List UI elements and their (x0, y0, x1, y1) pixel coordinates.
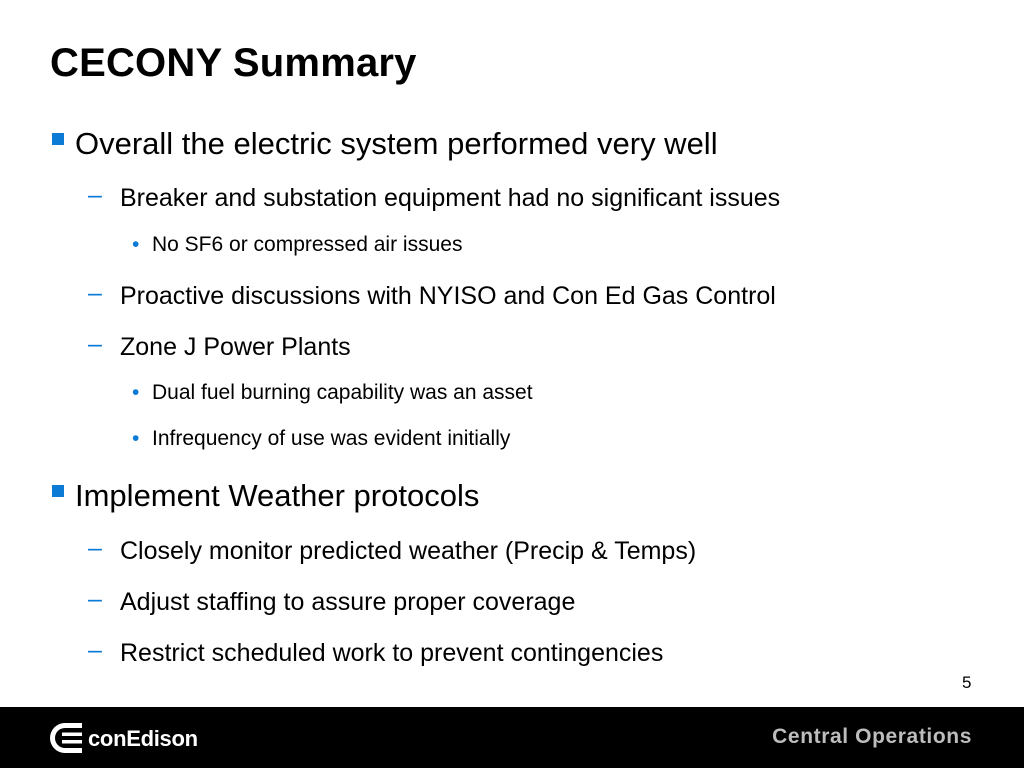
department-label: Central Operations (772, 725, 972, 748)
bullet-text: Zone J Power Plants (120, 333, 351, 361)
square-bullet-icon (52, 133, 64, 145)
bullet-text: Proactive discussions with NYISO and Con Ed Gas Control (120, 282, 776, 310)
bullet-text: Implement Weather protocols (75, 478, 480, 513)
bullet-text: Restrict scheduled work to prevent contingencies (120, 639, 664, 667)
dash-bullet-icon: – (88, 636, 102, 664)
bullet-text: Adjust staffing to assure proper coverage (120, 588, 576, 616)
dot-bullet-icon: • (132, 381, 140, 404)
dash-bullet-icon: – (88, 330, 102, 358)
con-edison-logo-icon (48, 721, 84, 755)
logo-wordmark: conEdison (88, 726, 198, 751)
slide-title: CECONY Summary (50, 41, 417, 85)
dash-bullet-icon: – (88, 279, 102, 307)
bullet-text: Dual fuel burning capability was an asset (152, 381, 533, 404)
dash-bullet-icon: – (88, 534, 102, 562)
page-number: 5 (962, 673, 972, 692)
dash-bullet-icon: – (88, 585, 102, 613)
dash-bullet-icon: – (88, 181, 102, 209)
bullet-text: Overall the electric system performed very well (75, 126, 718, 161)
footer-bar (0, 707, 1024, 768)
square-bullet-icon (52, 485, 64, 497)
bullet-text: Closely monitor predicted weather (Precip & Temps) (120, 537, 697, 565)
dot-bullet-icon: • (132, 427, 140, 450)
bullet-text: Breaker and substation equipment had no significant issues (120, 184, 781, 212)
dot-bullet-icon: • (132, 233, 140, 256)
bullet-text: Infrequency of use was evident initially (152, 427, 511, 450)
bullet-text: No SF6 or compressed air issues (152, 233, 463, 256)
